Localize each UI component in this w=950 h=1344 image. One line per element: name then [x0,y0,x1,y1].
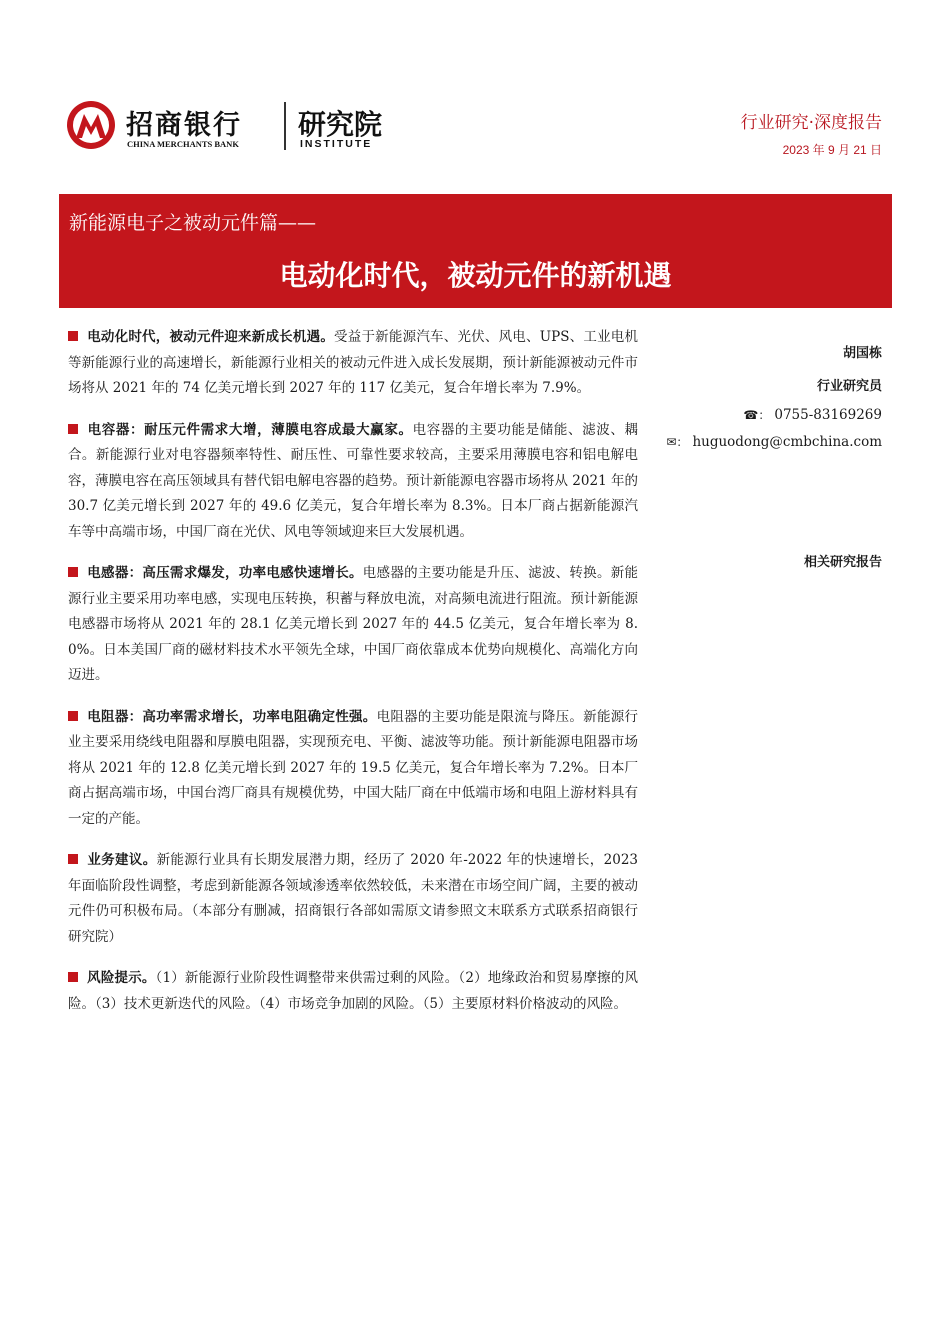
paragraph-text: 受益于新能源汽车、光伏、风电、UPS、工业电机等新能源行业的高速增长，新能源行业相关的被动元件进入成长发展期，预计新能源被动元件市场将从 2021 年的 74 亿美元增长到 2027 年的 117 亿美元，复合年增长率为 7.9%。 [68,329,639,396]
email-contact [642,433,882,450]
report-type: 行业研究·深度报告 [740,113,882,133]
paragraph-text: 电阻器的主要功能是限流与降压。新能源行业主要采用绕线电阻器和厚膜电阻器，实现预充电、平衡、滤波等功能。预计新能源电阻器市场将从 2021 年的 12.8 亿美元增长到 2027 年的 19.5 亿美元，复合年增长率为 7.2%。日本厂商占据高端市场，中国台湾厂商具有规模优势，中国大陆厂商在中低端市场和电阻上游材料具有一定的产能。 [68,708,639,827]
phone-icon: ☎： [743,408,771,422]
square-bullet-icon [68,424,78,434]
author-sidebar [642,342,882,460]
envelope-icon: ✉： [666,435,689,449]
summary-paragraph [68,848,638,950]
summary-paragraph [68,966,638,1017]
banner-subtitle: 新能源电子之被动元件篇—— [69,212,317,234]
bank-name-en: CHINA MERCHANTS BANK [127,139,239,149]
cmb-logo-icon [66,100,116,150]
paragraph-heading: 电感器：高压需求爆发，功率电感快速增长。 [87,565,363,581]
logo-divider [284,102,286,150]
title-banner [59,194,892,308]
related-reports-heading: 相关研究报告 [803,555,882,570]
paragraph-heading: 风险提示。 [87,970,156,986]
paragraph-heading: 电阻器：高功率需求增长，功率电阻确定性强。 [87,708,377,725]
paragraph-heading: 业务建议。 [87,852,157,868]
author-name: 胡国栋 [842,346,882,361]
square-bullet-icon [68,854,78,864]
summary-paragraph [68,325,638,402]
author-role: 行业研究员 [816,379,882,394]
square-bullet-icon [68,711,78,721]
summary-body [68,325,638,1033]
paragraph-text: （1）新能源行业阶段性调整带来供需过剩的风险。（2）地缘政治和贸易摩擦的风险。（3）技术更新迭代的风险。（4）市场竞争加剧的风险。（5）主要原材料价格波动的风险。 [68,970,638,1012]
summary-paragraph [68,418,638,546]
square-bullet-icon [68,331,78,341]
paragraph-text: 电感器的主要功能是升压、滤波、转换。新能源行业主要采用功率电感，实现电压转换，积蓄与释放电流，对高频电流进行阻流。预计新能源电感器市场将从 2021 年的 28.1 亿美元增长到 2027 年的 44.5 亿美元，复合年增长率为 8.0%。日本美国厂商的磁材料技术水平领先全球，中国厂商依靠成本优势向规模化、高端化方向迈进。 [68,565,639,683]
paragraph-heading: 电容器：耐压元件需求大增，薄膜电容成最大赢家。 [87,421,413,438]
bank-name-cn: 招商银行 [126,110,242,141]
summary-paragraph [68,705,638,833]
paragraph-text: 电容器的主要功能是储能、滤波、耦合。新能源行业对电容器频率特性、耐压性、可靠性要求较高，主要采用薄膜电容和铝电解电容，薄膜电容在高压领域具有替代铝电解电容器的趋势。预计新能源电容器市场将从 2021 年的 30.7 亿美元增长到 2027 年的 49.6 亿美元，复合年增长率为 8.3%。日本厂商占据新能源汽车等中高端市场，中国厂商在光伏、风电等领域迎来巨大发展机遇。 [68,421,639,540]
summary-paragraph [68,561,638,689]
email-link[interactable]: huguodong@cmbchina.com [692,434,882,450]
institute-name-en: INSTITUTE [300,138,373,150]
paragraph-text: 新能源行业具有长期发展潜力期，经历了 2020 年-2022 年的快速增长，2023 年面临阶段性调整，考虑到新能源各领域渗透率依然较低，未来潜在市场空间广阔，主要的被动元件仍可积极布局。（本部分有删减，招商银行各部如需原文请参照文末联系方式联系招商银行研究院） [68,852,638,945]
paragraph-heading: 电动化时代，被动元件迎来新成长机遇。 [87,329,335,345]
banner-title: 电动化时代，被动元件的新机遇 [279,259,672,292]
institute-name-cn: 研究院 [298,108,383,141]
square-bullet-icon [68,972,78,982]
cmb-institute-logo [66,100,396,152]
phone-number: 0755-83169269 [774,407,882,423]
square-bullet-icon [68,567,78,577]
report-date: 2023 年 9 月 21 日 [782,143,882,157]
phone-contact [642,406,882,423]
